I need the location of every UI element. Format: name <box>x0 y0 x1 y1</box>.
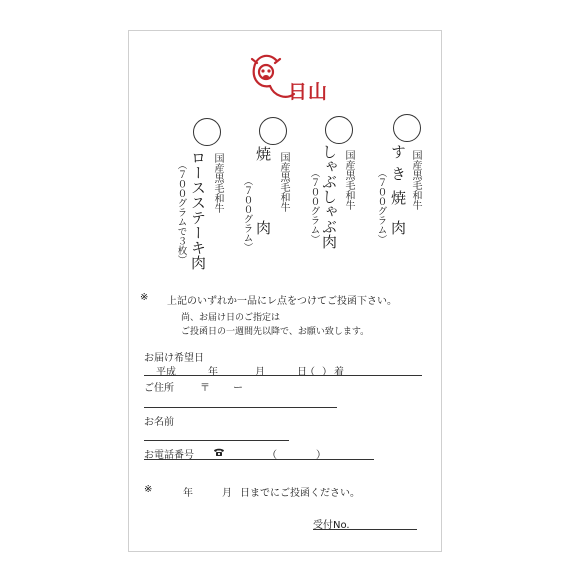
option-name-part: す <box>389 144 407 159</box>
notice-mark: ※ <box>140 292 149 303</box>
checkbox-circle[interactable] <box>259 117 287 145</box>
notice-line-2: 尚、お届け日のご指定は <box>181 313 281 323</box>
deadline-text: 日までにご投函ください。 <box>240 488 360 499</box>
option-name-part: 焼 <box>389 190 407 205</box>
option-weight: （７００グラム） <box>241 176 253 252</box>
option-name-part: き <box>389 166 407 181</box>
postal-mark: 〒 <box>200 383 210 394</box>
arrive-label: 着 <box>334 367 344 378</box>
receipt-underline <box>313 529 417 530</box>
year-label: 年 <box>208 367 218 378</box>
paren-open: （ <box>305 367 315 378</box>
checkbox-circle[interactable] <box>393 114 421 142</box>
paren-close: ） <box>322 367 332 378</box>
address-underline <box>144 407 337 408</box>
deadline-year: 年 <box>183 488 193 499</box>
postal-dash: ー <box>233 383 243 394</box>
address-label: ご住所 <box>144 383 174 394</box>
receipt-label: 受付No. <box>313 520 350 531</box>
option-name-part: 肉 <box>254 220 272 235</box>
delivery-label: お届け希望日 <box>144 353 204 364</box>
option-name: しゃぶしゃぶ肉 <box>320 144 338 249</box>
brand-name: 日山 <box>288 81 329 103</box>
deadline-mark: ※ <box>144 484 153 495</box>
option-category: 国産黒毛和牛 <box>278 152 289 212</box>
delivery-underline <box>144 375 422 376</box>
option-weight: （７００グラム） <box>375 168 387 244</box>
day-label: 日 <box>297 367 307 378</box>
phone-paren-close: ） <box>316 450 326 461</box>
phone-underline <box>144 459 374 460</box>
notice-line-1: 上記のいずれか一品にレ点をつけてご投函下さい。 <box>167 296 397 307</box>
deadline-month: 月 <box>222 488 232 499</box>
name-label: お名前 <box>144 417 174 428</box>
phone-label: お電話番号 <box>144 450 194 461</box>
notice-line-3: ご投函日の一週間先以降で、お願い致します。 <box>181 327 370 337</box>
option-name-part: 焼 <box>254 146 272 161</box>
option-name-part: 肉 <box>389 220 407 235</box>
order-card <box>128 30 442 552</box>
checkbox-circle[interactable] <box>325 116 353 144</box>
option-weight: （７００グラムで３枚） <box>175 160 187 265</box>
checkbox-circle[interactable] <box>193 118 221 146</box>
option-category: 国産黒毛和牛 <box>343 150 354 210</box>
era-label: 平成 <box>156 367 176 378</box>
option-category: 国産黒毛和牛 <box>410 150 421 210</box>
option-name: ロースステーキ肉 <box>189 150 207 270</box>
phone-icon <box>213 447 225 457</box>
option-category: 国産黒毛和牛 <box>212 153 223 213</box>
option-weight: （７００グラム） <box>308 168 320 244</box>
name-underline <box>144 440 289 441</box>
phone-paren-open: （ <box>267 450 277 461</box>
month-label: 月 <box>255 367 265 378</box>
